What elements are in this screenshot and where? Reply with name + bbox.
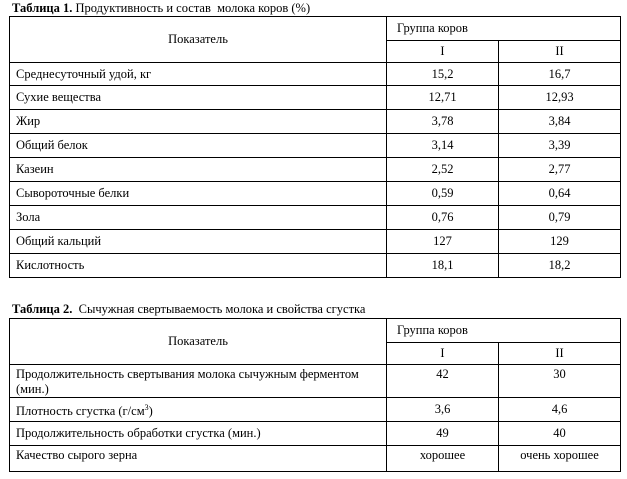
table2-caption-label: Таблица 2. <box>12 302 73 316</box>
table-row <box>10 158 621 182</box>
table-row <box>10 86 621 110</box>
row-value-group-2: 0,64 <box>499 182 621 206</box>
row-label: Общий кальций <box>10 230 387 254</box>
table2-header-group: Группа коров <box>387 319 621 343</box>
table1-header-group: Группа коров <box>387 17 621 41</box>
row-value-group-1: 49 <box>387 422 499 446</box>
row-value-group-2: 16,7 <box>499 63 621 86</box>
row-value-group-2: 0,79 <box>499 206 621 230</box>
row-value-group-2: 3,84 <box>499 110 621 134</box>
row-value-group-1: хорошее <box>387 446 499 472</box>
row-value-group-2: 30 <box>499 365 621 398</box>
row-value-group-1: 127 <box>387 230 499 254</box>
table2-header-group-2: II <box>499 343 621 365</box>
table1-caption-text: Продуктивность и состав молока коров (%) <box>72 1 311 15</box>
row-value-group-1: 15,2 <box>387 63 499 86</box>
table-row <box>10 110 621 134</box>
table-row <box>10 398 621 422</box>
row-value-group-1: 2,52 <box>387 158 499 182</box>
row-label: Зола <box>10 206 387 230</box>
table2-header-indicator: Показатель <box>10 319 387 365</box>
table2-caption-text: Сычужная свертываемость молока и свойства сгустка <box>72 302 366 316</box>
row-label: Среднесуточный удой, кг <box>10 63 387 86</box>
row-value-group-1: 0,59 <box>387 182 499 206</box>
table-row <box>10 134 621 158</box>
table2 <box>9 318 621 472</box>
row-label: Качество сырого зерна <box>10 446 387 472</box>
row-label: Продолжительность свертывания молока сычужным ферментом (мин.) <box>10 365 387 398</box>
table1-caption-label: Таблица 1. <box>12 1 73 15</box>
row-label: Жир <box>10 110 387 134</box>
table-row <box>10 63 621 86</box>
table1-header-group-2: II <box>499 41 621 63</box>
row-value-group-2: 40 <box>499 422 621 446</box>
row-value-group-1: 12,71 <box>387 86 499 110</box>
table-row <box>10 446 621 472</box>
row-value-group-2: 12,93 <box>499 86 621 110</box>
row-value-group-2: 2,77 <box>499 158 621 182</box>
row-label-end: ) <box>148 404 153 419</box>
row-value-group-1: 18,1 <box>387 254 499 278</box>
row-value-group-1: 3,6 <box>387 398 499 422</box>
row-value-group-2: 18,2 <box>499 254 621 278</box>
table-row <box>10 254 621 278</box>
row-label: Продолжительность обработки сгустка (мин.) <box>10 422 387 446</box>
row-value-group-1: 3,78 <box>387 110 499 134</box>
row-label <box>10 398 387 422</box>
row-label: Сухие вещества <box>10 86 387 110</box>
table-row <box>10 182 621 206</box>
row-label-main: Плотность сгустка (г/см <box>16 404 145 419</box>
table2-caption <box>12 302 365 317</box>
row-value-group-1: 42 <box>387 365 499 398</box>
table1-header-group-1: I <box>387 41 499 63</box>
row-value-group-1: 3,14 <box>387 134 499 158</box>
table-row <box>10 365 621 398</box>
row-label: Казеин <box>10 158 387 182</box>
table-row <box>10 230 621 254</box>
row-label: Сывороточные белки <box>10 182 387 206</box>
row-value-group-2: 3,39 <box>499 134 621 158</box>
row-label: Общий белок <box>10 134 387 158</box>
table-row <box>10 422 621 446</box>
row-value-group-1: 0,76 <box>387 206 499 230</box>
table1-caption <box>12 1 310 16</box>
row-value-group-2: 4,6 <box>499 398 621 422</box>
row-value-group-2: 129 <box>499 230 621 254</box>
table2-header-group-1: I <box>387 343 499 365</box>
row-label: Кислотность <box>10 254 387 278</box>
table1-header-indicator: Показатель <box>10 17 387 63</box>
row-value-group-2: очень хорошее <box>499 446 621 472</box>
table1 <box>9 16 621 278</box>
row-label-superscript: 3 <box>144 402 149 412</box>
table-row <box>10 206 621 230</box>
